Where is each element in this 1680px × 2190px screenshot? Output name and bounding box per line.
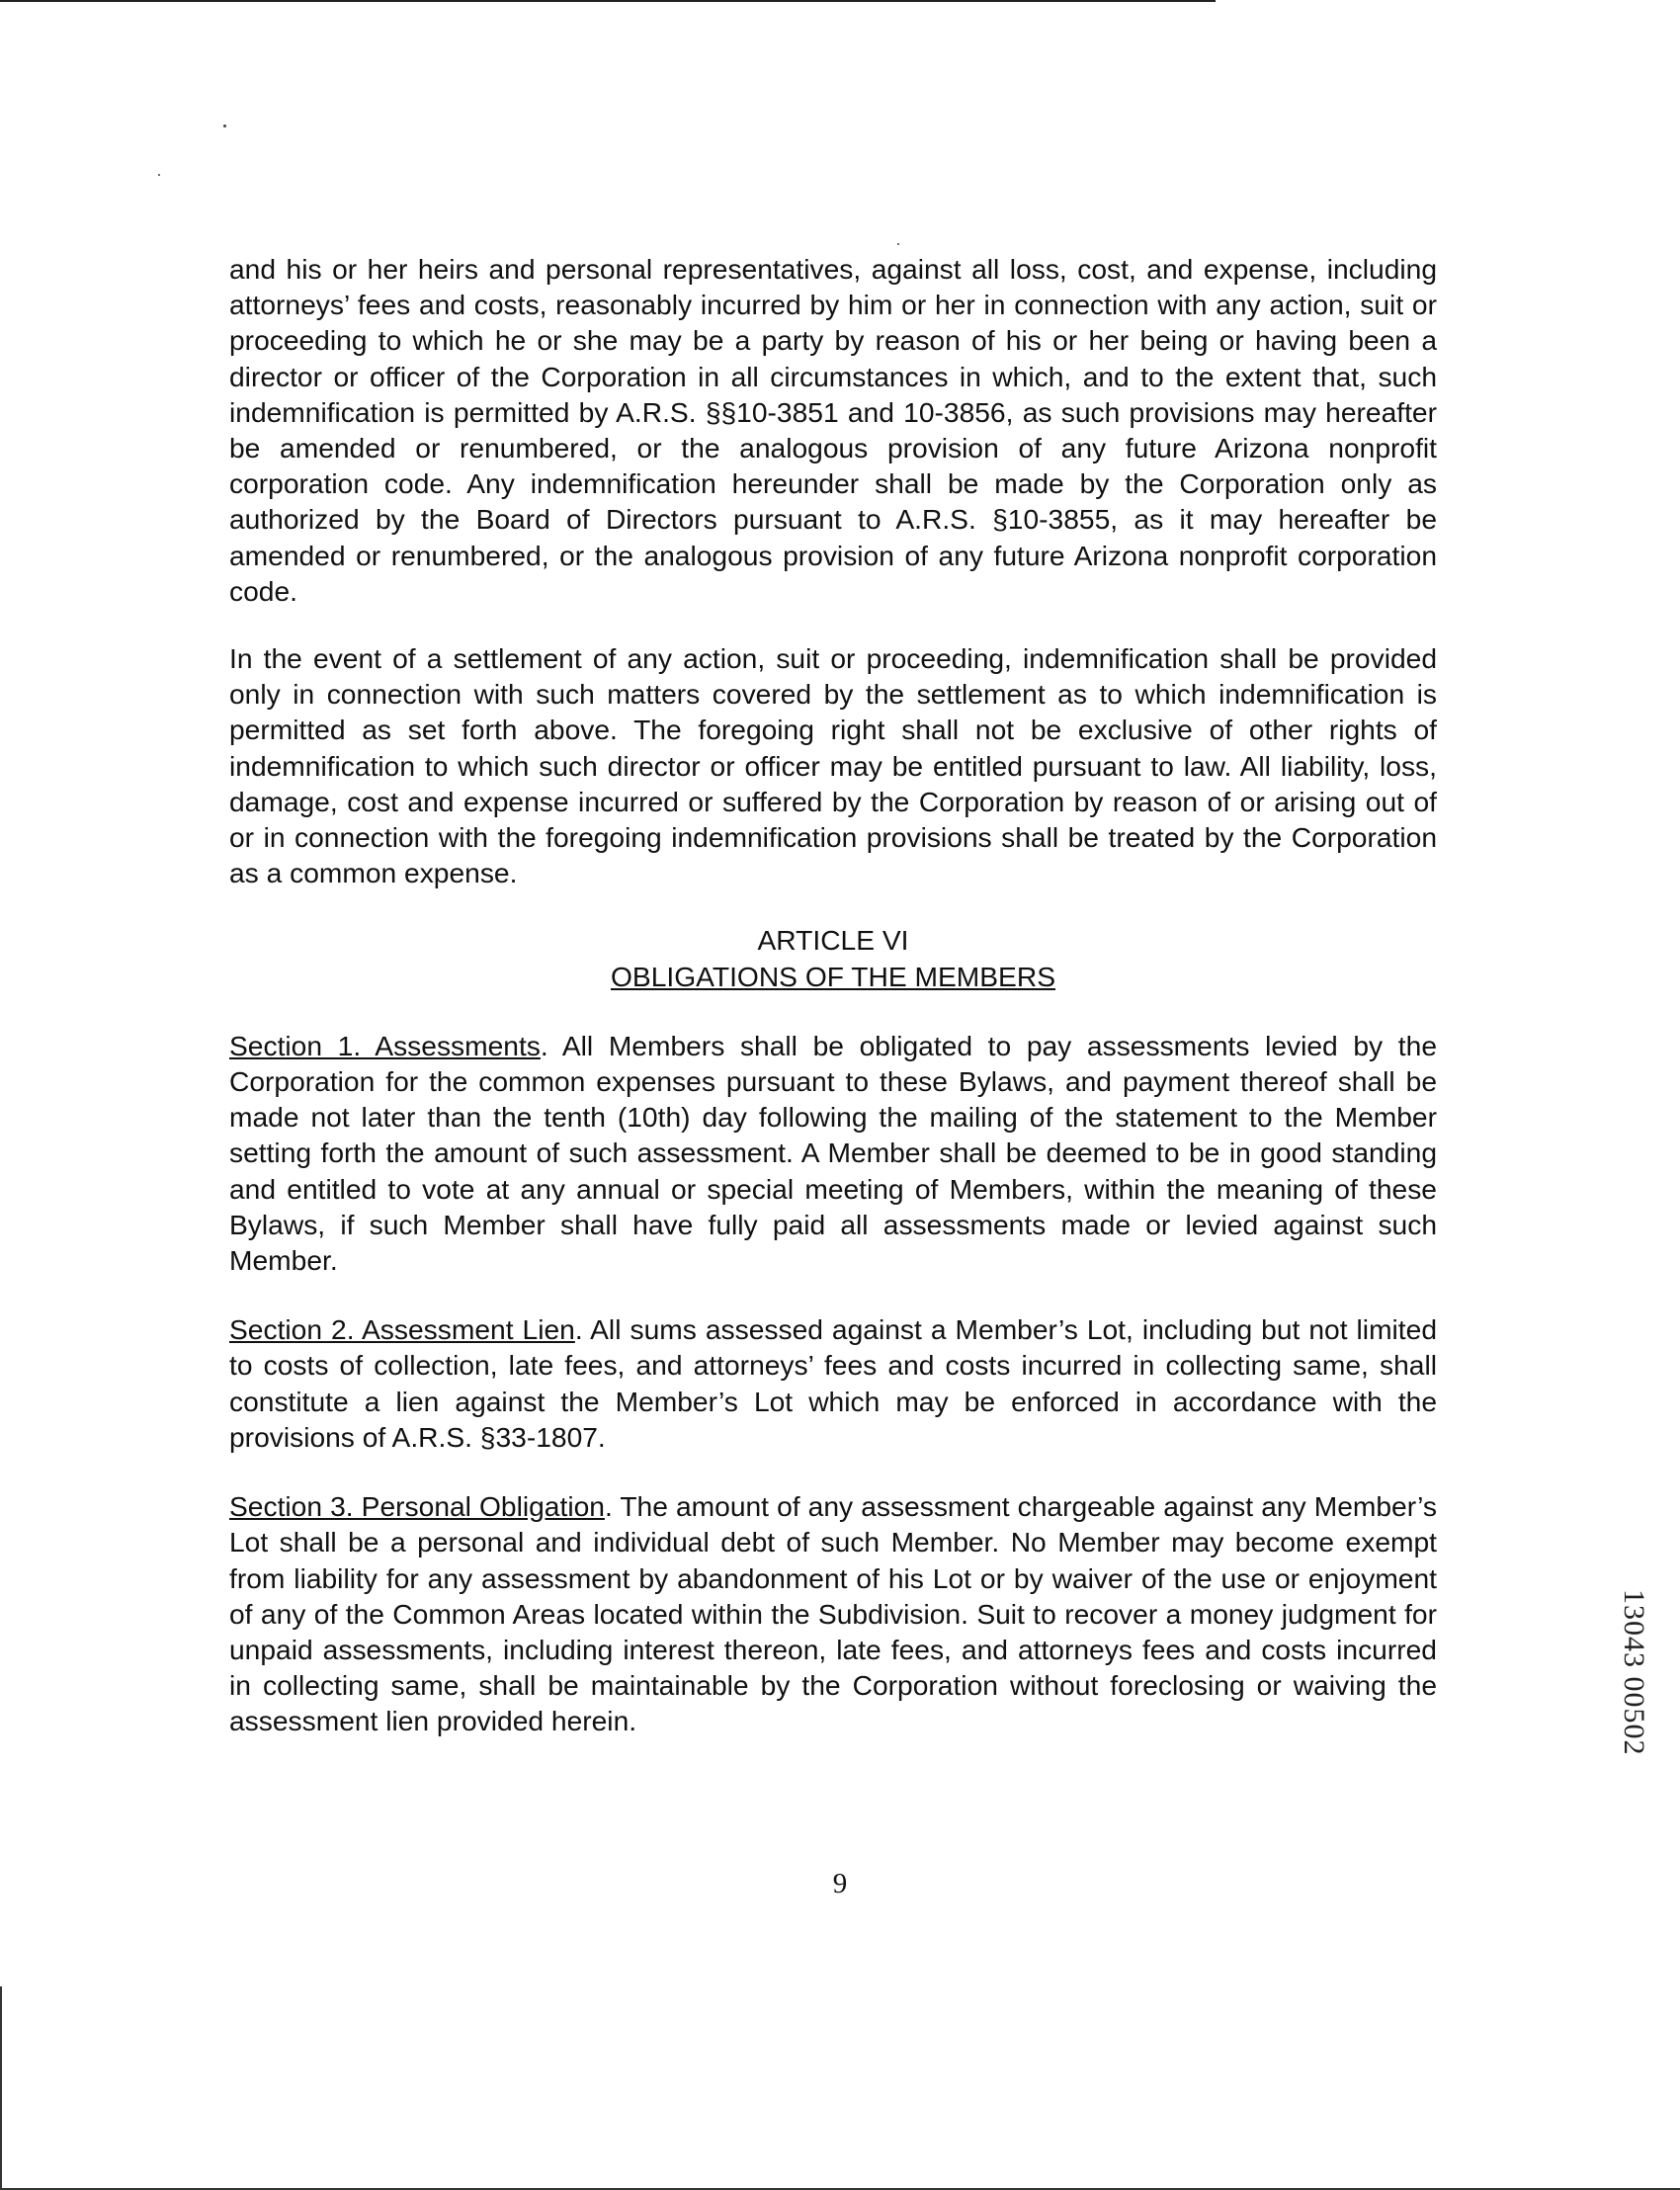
section-body: . All Members shall be obligated to pay assessments levied by the Corporation for the common expenses pursuant to these Bylaws, and payment thereof shall be made not later than the tenth (10th) day following the mailing of the statement to the Member setting forth the amount of such assessment. A Member shall be deemed to be in good standing and entitled to vote at any annual or special meeting of Members, within the meaning of these Bylaws, if such Member shall have fully paid all assessments made or levied against such Member. bbox=[229, 1029, 1437, 1277]
section-assessments bbox=[229, 1028, 1437, 1278]
recording-stamp: 13043 00502 bbox=[1618, 1589, 1650, 1756]
scan-left-edge bbox=[0, 1986, 2, 2190]
section-title: Section 1. Assessments bbox=[229, 1029, 541, 1061]
scan-speck bbox=[897, 243, 899, 245]
section-title: Section 3. Personal Obligation bbox=[229, 1490, 605, 1523]
section-title: Section 2. Assessment Lien bbox=[229, 1313, 575, 1346]
document-page bbox=[229, 251, 1437, 1739]
scan-top-border bbox=[0, 0, 1216, 2]
scan-speck bbox=[223, 125, 226, 127]
section-body: . The amount of any assessment chargeable against any Member’s Lot shall be a personal and individual debt of such Member. No Member may become exempt from liability for any assessment by abandonment of his Lot or by waiver of the use or enjoyment of any of the Common Areas located within the Subdivision. Suit to recover a money judgment for unpaid assessments, including interest thereon, late fees, and attorneys fees and costs incurred in collecting same, shall be maintainable by the Corporation without foreclosing or waiving the assessment lien provided herein. bbox=[229, 1490, 1437, 1737]
scan-speck bbox=[158, 174, 160, 176]
article-title: OBLIGATIONS OF THE MEMBERS bbox=[610, 960, 1056, 992]
section-assessment-lien bbox=[229, 1311, 1437, 1455]
section-body: . All sums assessed against a Member’s Lot, including but not limited to costs of collection, late fees, and attorneys’ fees and costs incurred in collecting same, shall constitute a lien against the Member’s Lot which may be enforced in accordance with the provisions of A.R.S. §33-1807. bbox=[229, 1313, 1437, 1453]
paragraph-indemnification: and his or her heirs and personal representatives, against all loss, cost, and expense, including attorneys’ fees and costs, reasonably incurred by him or her in connection with any action, suit or proceeding to which he or she may be a party by reason of his or her being or having been a director or officer of the Corporation in all circumstances in which, and to the extent that, such indemnification is permitted by A.R.S. §§10-3851 and 10-3856, as such provisions may hereafter be amended or renumbered, or the analogous provision of any future Arizona nonprofit corporation code. Any indemnification hereunder shall be made by the Corporation only as authorized by the Board of Directors pursuant to A.R.S. §10-3855, as it may hereafter be amended or renumbered, or the analogous provision of any future Arizona nonprofit corporation code. bbox=[229, 253, 1437, 607]
page-number: 9 bbox=[832, 1868, 848, 1899]
article-heading bbox=[229, 922, 1437, 993]
paragraph-settlement: In the event of a settlement of any action, suit or proceeding, indemnification shall be provided only in connection with such matters covered by the settlement as to which indemnification is permitted as set forth above. The foregoing right shall not be exclusive of other rights of indemnification to which such director or officer may be entitled pursuant to law. All liability, loss, damage, cost and expense incurred or suffered by the Corporation by reason of or arising out of or in connection with the foregoing indemnification provisions shall be treated by the Corporation as a common expense. bbox=[229, 642, 1437, 889]
article-number: ARTICLE VI bbox=[757, 924, 909, 957]
section-personal-obligation bbox=[229, 1488, 1437, 1738]
